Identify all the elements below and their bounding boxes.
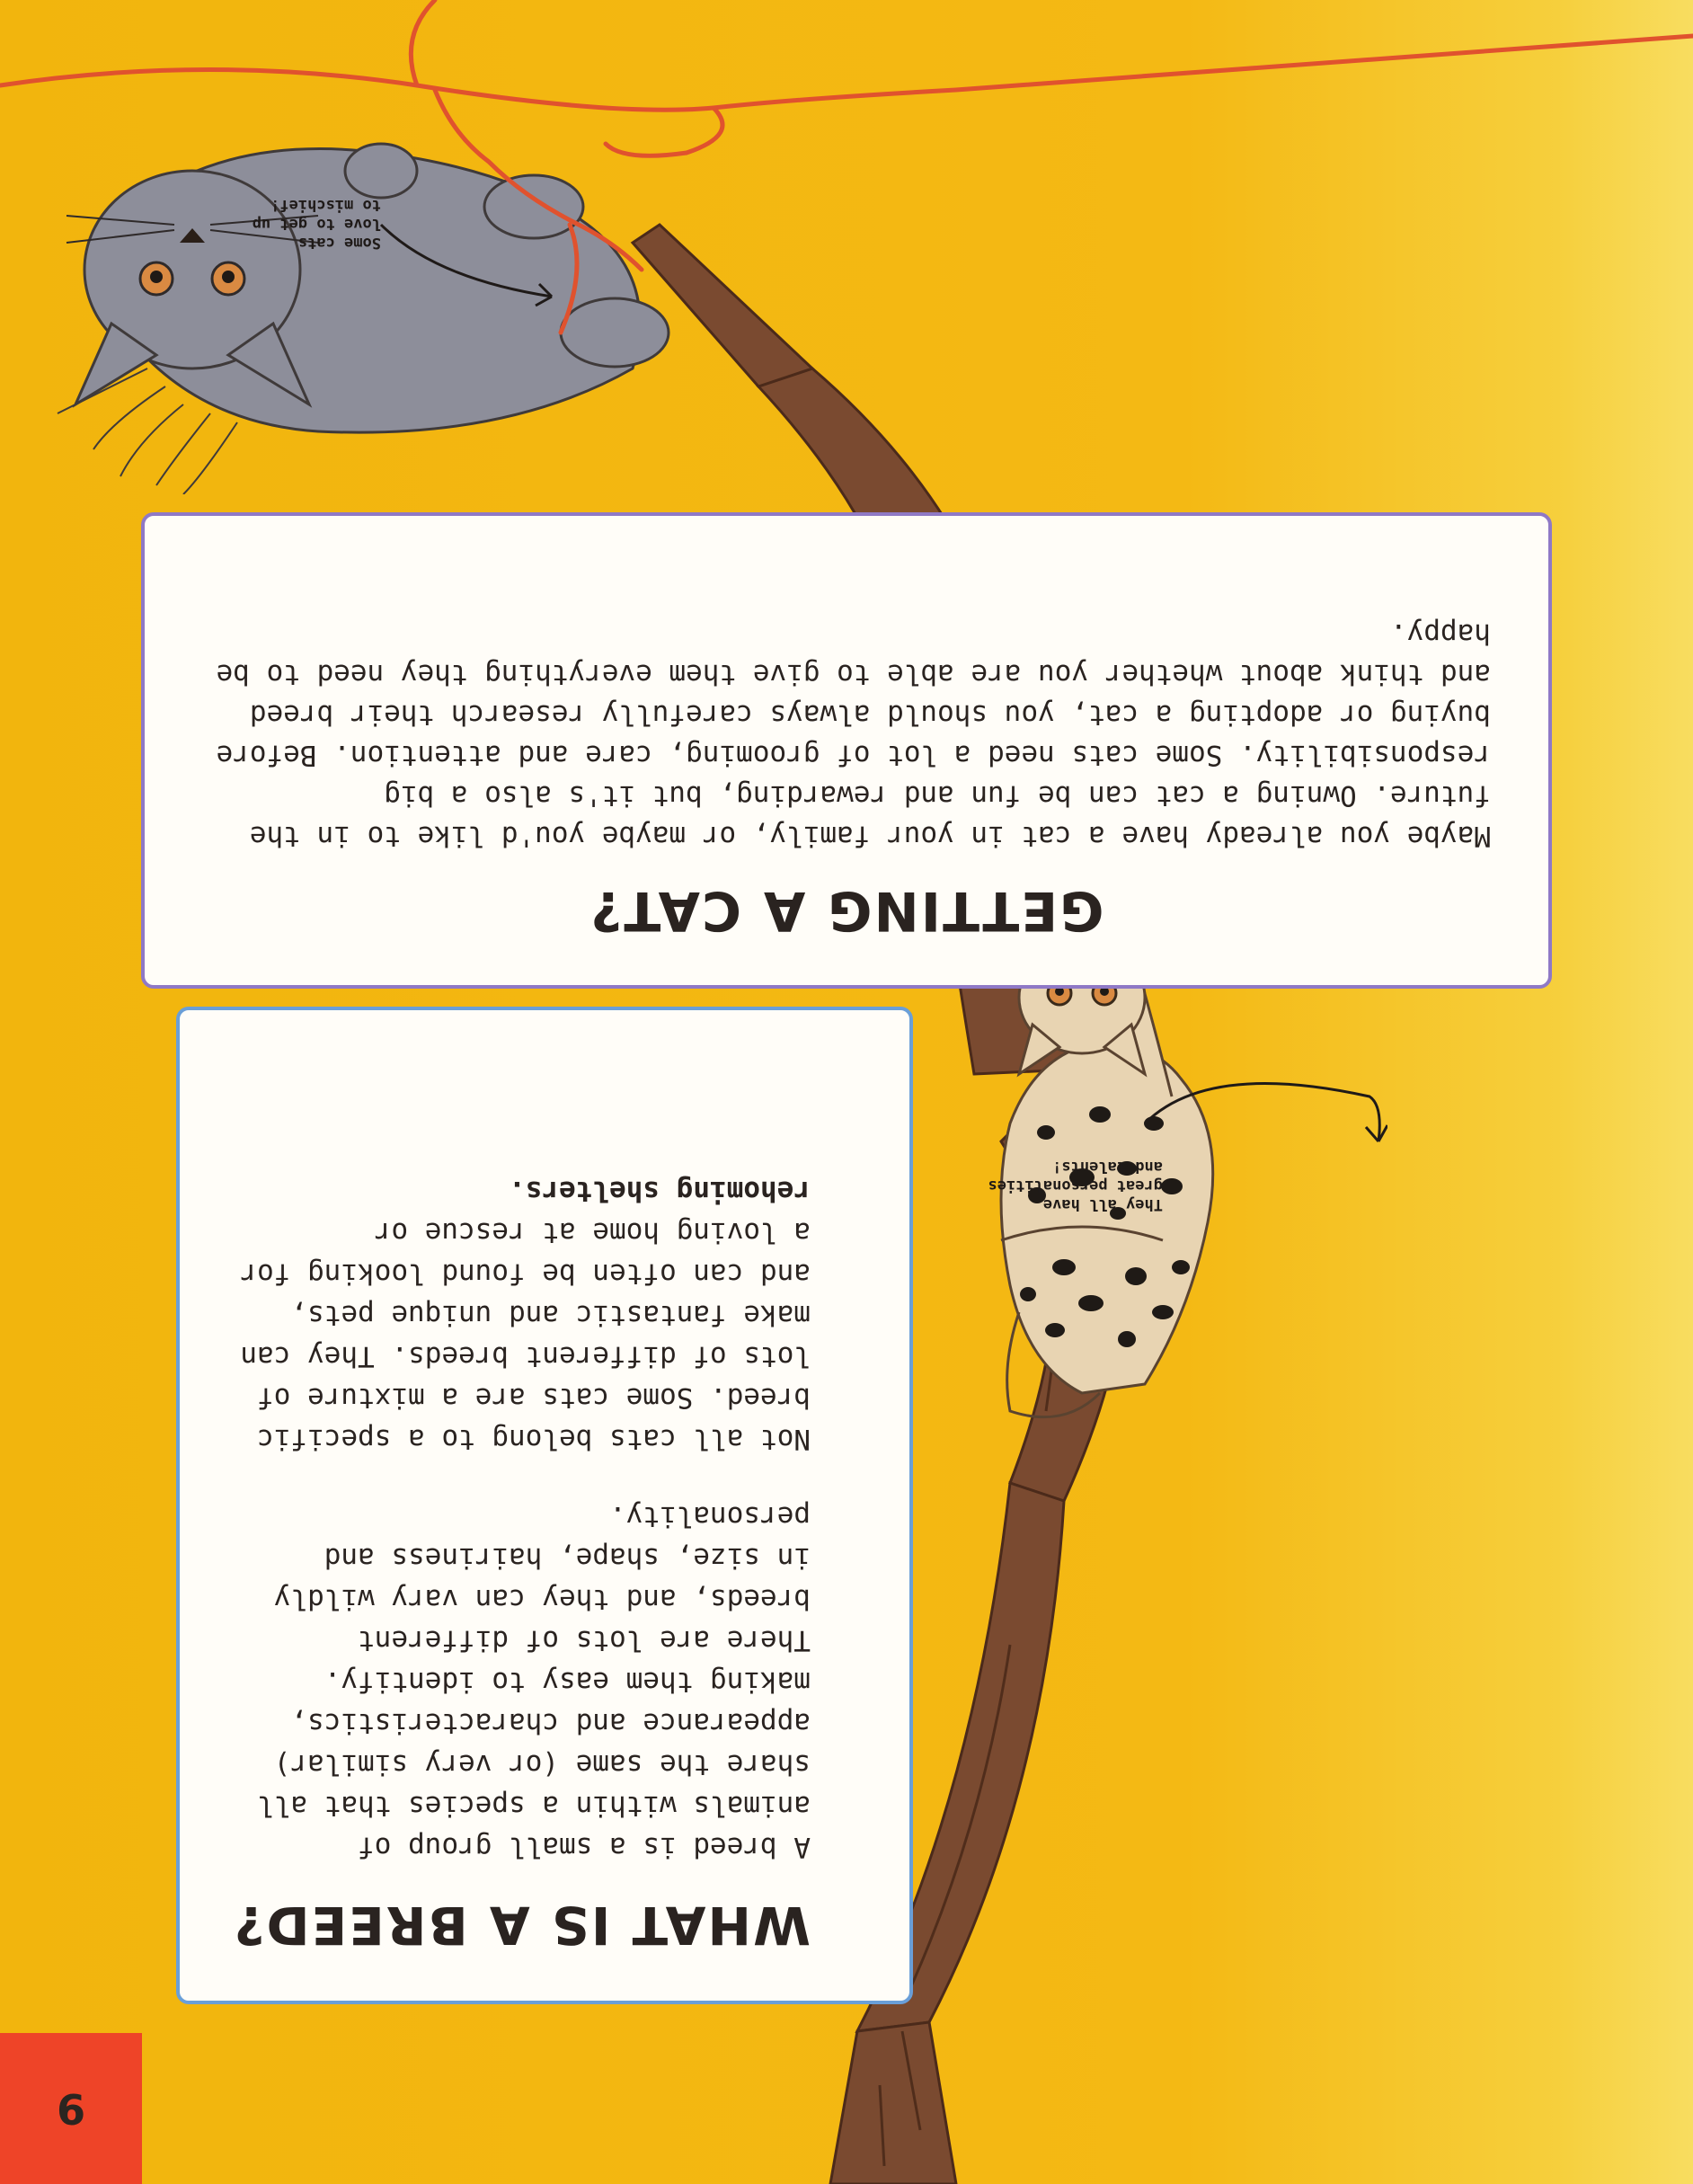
breed-paragraph-2 <box>225 1170 811 1460</box>
grey-cat-callout: Some cats love to get up to mischief! <box>252 196 381 252</box>
breed-paragraph-2-emphasis: rehoming shelters. <box>509 1175 811 1207</box>
grey-cat-callout-arrow <box>372 207 570 333</box>
getting-a-cat-card <box>141 512 1552 989</box>
spotted-cat-callout: They all have great personalities and talents! <box>988 1158 1163 1213</box>
spotted-cat-callout-arrow <box>1136 1052 1387 1195</box>
breed-paragraph-2-text: Not all cats belong to a specific breed. Some cats are a mixture of lots of different breeds. They can make fantastic and unique pets, and can often be found looking for a loving home at rescue or <box>240 1216 811 1455</box>
getting-a-cat-title: GETTING A CAT? <box>589 879 1104 942</box>
page-number: 9 <box>56 2084 85 2133</box>
what-is-a-breed-card <box>176 1007 913 2004</box>
what-is-a-breed-title: WHAT IS A BREED? <box>232 1895 811 1956</box>
getting-a-cat-body: Maybe you already have a cat in your family, or maybe you'd like to in the future. Owning a cat can be fun and rewarding, but it's also a big responsibility. Some cats need a lot of grooming, care and attention. Before buying or adopting a cat, you should always carefully research their breed and think about whether you are able to give them everything they need to be happy. <box>216 617 1491 852</box>
breed-paragraph-1: A breed is a small group of animals within a species that all share the same (or very similar) appearance and characteristics, making them easy to identify. There are lots of different breeds, and they can vary wildly in size, shape, hairiness and personality. <box>257 1500 811 1863</box>
